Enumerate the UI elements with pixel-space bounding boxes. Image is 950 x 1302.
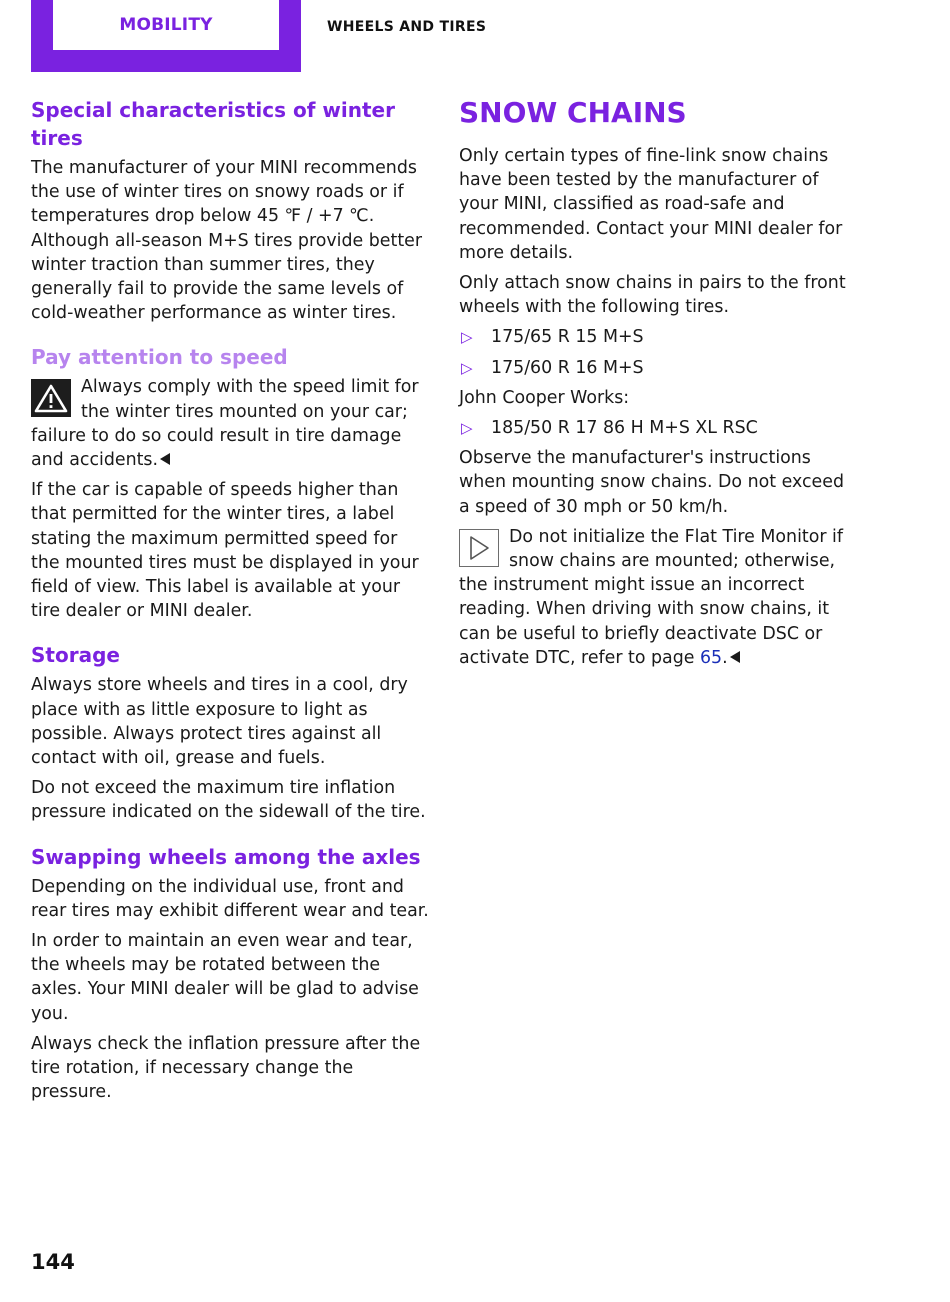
swapping-text-3: Always check the inflation pressure after the tire rotation, if necessary change the pressure. — [31, 1033, 421, 1103]
list-item: ▷ 175/65 R 15 M+S — [459, 325, 859, 349]
speed-warning — [31, 375, 429, 472]
tire-list — [459, 325, 859, 379]
bullet-triangle-icon: ▷ — [461, 358, 473, 377]
storage-text-2: Do not exceed the maximum tire inflation pressure indicated on the sidewall of the tire. — [31, 778, 426, 823]
right-column — [459, 96, 859, 676]
note-arrow-icon — [459, 529, 499, 567]
jcw-tire-list — [459, 416, 859, 440]
end-mark-icon — [730, 651, 740, 663]
header-tab — [31, 0, 301, 72]
speed-text: If the car is capable of speeds higher than that permitted for the winter tires, a label stating the maximum permitted speed for the mounted tires must be displayed in your field of view. This label is available at your tire dealer or MINI dealer. — [31, 480, 419, 622]
storage-text-1: Always store wheels and tires in a cool, dry place with as little exposure to light as possible. Always protect tires against all contact with oil, grease and fuels. — [31, 675, 408, 769]
end-mark-icon — [160, 453, 170, 465]
flat-tire-note: Do not initialize the Flat Tire Monitor if snow chains are mounted; otherwise, the instrument might issue an incorrect reading. When driving with snow chains, it can be useful to briefly deactivate DSC or activate DTC, refer to page 65. — [459, 526, 843, 668]
snow-chains-heading: SNOW CHAINS — [459, 96, 687, 129]
flat-tire-note-text: Do not initialize the Flat Tire Monitor if snow chains are mounted; otherwise, the instrument might issue an incorrect reading. When driving with snow chains, it can be useful to briefly deactivate DSC or activate DTC, refer to page — [459, 526, 843, 668]
swapping-text-2: In order to maintain an even wear and tear, the wheels may be rotated between the axles. Your MINI dealer will be glad to advise you. — [31, 931, 419, 1024]
header-section-title: WHEELS AND TIRES — [327, 19, 487, 35]
bullet-triangle-icon: ▷ — [461, 419, 473, 438]
winter-tires-heading: Special characteristics of winter tires — [31, 98, 395, 150]
swapping-text-1: Depending on the individual use, front and rear tires may exhibit different wear and tear. — [31, 876, 429, 921]
left-column — [31, 96, 429, 1111]
list-item: ▷ 175/60 R 16 M+S — [459, 356, 859, 380]
speed-warning-text: Always comply with the speed limit for the winter tires mounted on your car; failure to do so could result in tire damage and accidents. — [31, 377, 419, 471]
winter-tires-text: The manufacturer of your MINI recommends the use of winter tires on snowy roads or if temperatures drop below 45 ℉ / +7 ℃. Although all-season M+S tires provide better winter traction than summer tires, they generally fail to provide the same levels of cold-weather performance as winter tires. — [31, 158, 422, 324]
speed-heading: Pay attention to speed — [31, 345, 288, 370]
header-tab-label: MOBILITY — [53, 0, 279, 50]
bullet-triangle-icon: ▷ — [461, 328, 473, 347]
snow-chains-text-1: Only certain types of fine-link snow chains have been tested by the manufacturer of your MINI, classified as road-safe and recommended. Contact your MINI dealer for more details. — [459, 146, 843, 263]
jcw-label: John Cooper Works: — [459, 387, 630, 408]
list-item: ▷ 185/50 R 17 86 H M+S XL RSC — [459, 416, 859, 440]
warning-triangle-icon — [31, 379, 71, 417]
swapping-heading: Swapping wheels among the axles — [31, 844, 421, 869]
page-number: 144 — [31, 1250, 75, 1274]
snow-chains-text-2: Only attach snow chains in pairs to the front wheels with the following tires. — [459, 273, 846, 318]
storage-heading: Storage — [31, 643, 120, 668]
snow-chains-text-3: Observe the manufacturer's instructions when mounting snow chains. Do not exceed a speed of 30 mph or 50 km/h. — [459, 448, 844, 517]
page-65-link[interactable]: 65 — [699, 647, 723, 668]
